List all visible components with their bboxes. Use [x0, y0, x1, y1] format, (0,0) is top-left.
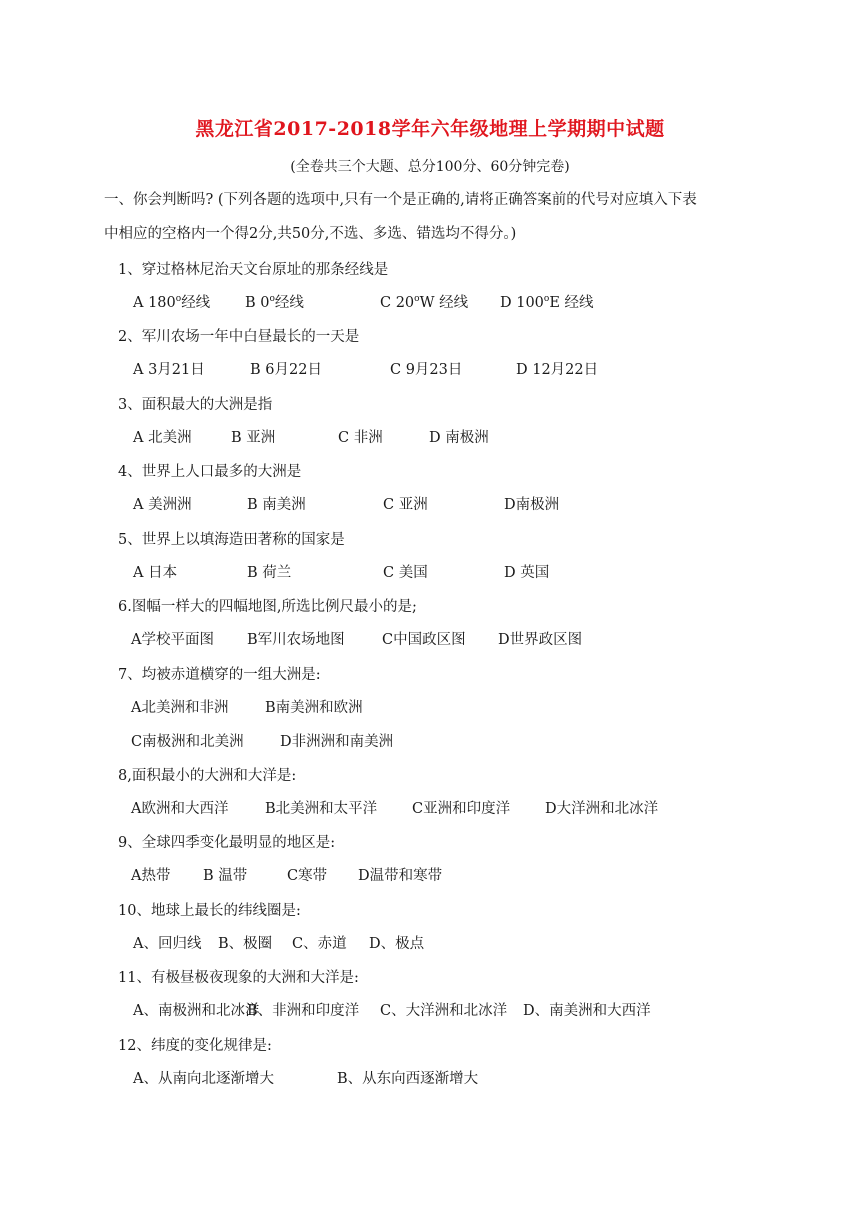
question-8-option-2: B北美洲和太平洋 [265, 801, 378, 817]
page-subtitle: (全卷共三个大题、总分100分、60分钟完卷) [290, 159, 570, 175]
question-2-option-4: D 12月22日 [516, 362, 599, 378]
question-2-text: 2、军川农场一年中白昼最长的一天是 [118, 329, 360, 345]
question-1-option-3: C 20$^o$W 经线 [380, 294, 469, 311]
question-9-option-2: B 温带 [203, 868, 248, 884]
question-10-option-1: A、回归线 [133, 936, 202, 952]
question-2-option-1: A 3月21日 [133, 362, 205, 378]
page-title: 黑龙江省2017-2018学年六年级地理上学期期中试题 [195, 118, 665, 140]
question-12-option-1: A、从南向北逐渐增大 [133, 1071, 274, 1087]
question-10-option-3: C、赤道 [292, 936, 347, 952]
question-4-option-2: B 南美洲 [247, 497, 306, 513]
section-instructions-line1: 一、你会判断吗? (下列各题的选项中,只有一个是正确的,请将正确答案前的代号对应填入下表 [104, 192, 697, 208]
question-10-option-2: B、极圈 [218, 936, 273, 952]
question-6-option-2: B军川农场地图 [247, 632, 345, 648]
question-1-option-2: B 0$^o$经线 [245, 294, 304, 311]
question-3-text: 3、面积最大的大洲是指 [118, 397, 273, 413]
section-heading [104, 183, 764, 251]
question-7-option-1: A北美洲和非洲 [131, 700, 229, 716]
question-7-option-3: C南极洲和北美洲 [131, 734, 244, 750]
question-11-option-2: B、非洲和印度洋 [247, 1003, 360, 1019]
question-5-option-1: A 日本 [133, 565, 178, 581]
question-10-option-4: D、极点 [369, 936, 425, 952]
question-4-text: 4、世界上人口最多的大洲是 [118, 464, 302, 480]
question-12-text: 12、纬度的变化规律是: [118, 1038, 272, 1054]
question-9-option-4: D温带和寒带 [358, 868, 443, 884]
question-5-option-4: D 英国 [504, 565, 550, 581]
question-4-option-4: D南极洲 [504, 497, 560, 513]
question-9-text: 9、全球四季变化最明显的地区是: [118, 835, 336, 851]
question-3-option-3: C 非洲 [338, 430, 383, 446]
question-1-option-1: A 180$^o$经线 [133, 294, 211, 311]
question-6-option-3: C中国政区图 [382, 632, 466, 648]
question-3-option-2: B 亚洲 [231, 430, 276, 446]
question-1-text: 1、穿过格林尼治天文台原址的那条经线是 [118, 262, 389, 278]
question-4-option-1: A 美洲洲 [133, 497, 192, 513]
question-3-option-1: A 北美洲 [133, 430, 192, 446]
question-2-option-2: B 6月22日 [250, 362, 322, 378]
question-11-text: 11、有极昼极夜现象的大洲和大洋是: [118, 970, 359, 986]
section-instructions-line2: 中相应的空格内一个得2分,共50分,不选、多选、错选均不得分。) [104, 226, 517, 242]
question-2-option-3: C 9月23日 [390, 362, 463, 378]
question-12-option-2: B、从东向西逐渐增大 [337, 1071, 479, 1087]
question-5-text: 5、世界上以填海造田著称的国家是 [118, 532, 345, 548]
question-11-option-4: D、南美洲和大西洋 [523, 1003, 651, 1019]
question-11-option-3: C、大洋洲和北冰洋 [380, 1003, 508, 1019]
question-6-option-4: D世界政区图 [498, 632, 583, 648]
question-1-option-4: D 100$^o$E 经线 [500, 294, 594, 311]
question-6-option-1: A学校平面图 [131, 632, 214, 648]
question-8-option-4: D大洋洲和北冰洋 [545, 801, 659, 817]
question-8-option-1: A欧洲和大西洋 [131, 801, 229, 817]
question-9-option-1: A热带 [131, 868, 171, 884]
question-10-text: 10、地球上最长的纬线圈是: [118, 903, 301, 919]
question-7-text: 7、均被赤道横穿的一组大洲是: [118, 667, 321, 683]
question-4-option-3: C 亚洲 [383, 497, 428, 513]
question-7-option-4: D非洲洲和南美洲 [280, 734, 394, 750]
question-8-option-3: C亚洲和印度洋 [412, 801, 511, 817]
question-7-option-2: B南美洲和欧洲 [265, 700, 363, 716]
question-5-option-2: B 荷兰 [247, 565, 292, 581]
question-3-option-4: D 南极洲 [429, 430, 489, 446]
question-11-option-1: A、南极洲和北冰洋 [133, 1003, 260, 1019]
question-9-option-3: C寒带 [287, 868, 328, 884]
question-8-text: 8,面积最小的大洲和大洋是: [118, 768, 297, 784]
question-6-text: 6.图幅一样大的四幅地图,所选比例尺最小的是; [118, 599, 417, 615]
question-5-option-3: C 美国 [383, 565, 428, 581]
